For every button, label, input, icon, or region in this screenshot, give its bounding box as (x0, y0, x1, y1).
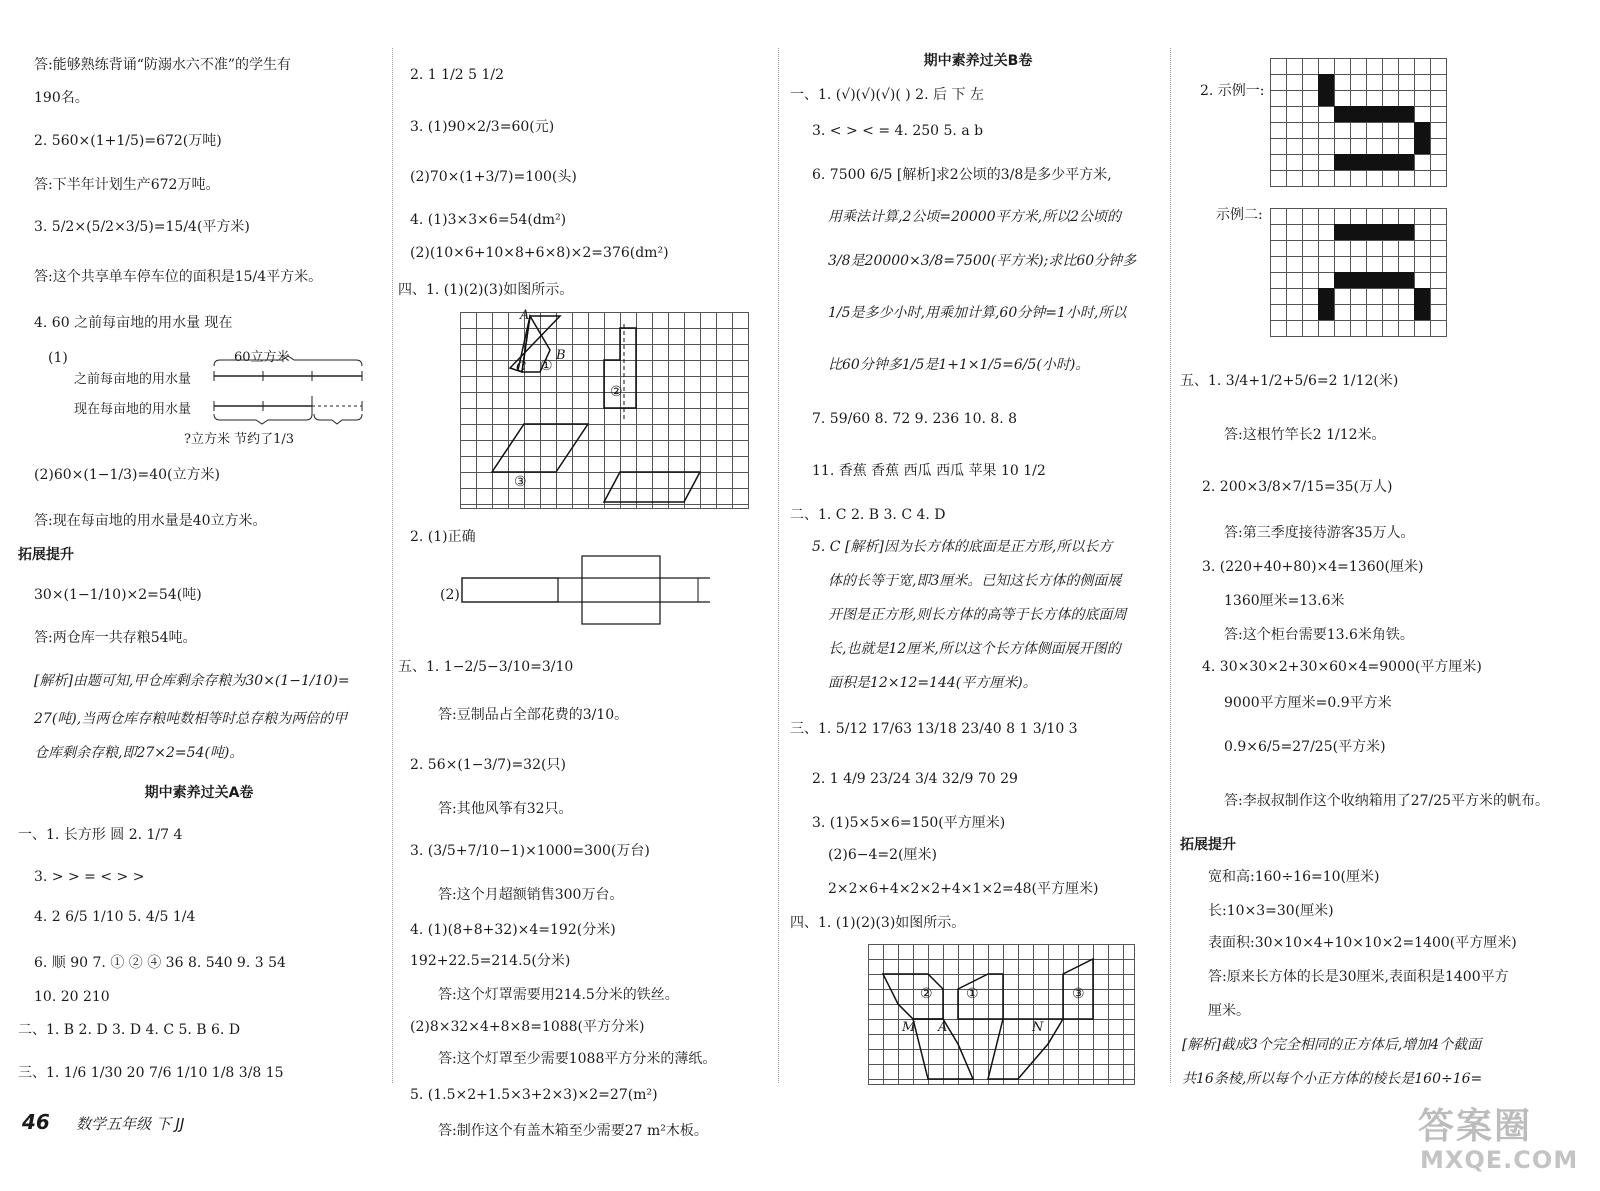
text-line: 9000平方厘米=0.9平方米 (1224, 695, 1392, 711)
text-line: 6. 7500 6/5 [解析]求2公顷的3/8是多少平方米, (812, 167, 1112, 183)
shape-label: ② (610, 384, 623, 400)
text-line: 192+22.5=214.5(分米) (410, 953, 571, 969)
text-line: 答:其他风筝有32只。 (438, 801, 573, 817)
text-line: 答:这个共享单车停车位的面积是15/4平方米。 (34, 269, 323, 285)
text-line: (2)8×32×4+8×8=1088(平方分米) (410, 1019, 645, 1035)
watermark-logo: 答案圈 (1418, 1106, 1533, 1147)
text-line: 答:原来长方体的长是30厘米,表面积是1400平方 (1208, 969, 1509, 985)
diagram-before-label: 之前每亩地的用水量 (74, 372, 192, 387)
text-line: 答:现在每亩地的用水量是40立方米。 (34, 513, 267, 529)
text-line: 四、1. (1)(2)(3)如图所示。 (398, 282, 574, 298)
text-line: 共16条棱,所以每个小正方体的棱长是160÷16= (1182, 1071, 1483, 1087)
grid-shapes (460, 312, 748, 508)
point-label: A (938, 1020, 948, 1035)
text-line: 3. (1)5×5×6=150(平方厘米) (812, 815, 1006, 831)
text-line: (2)70×(1+3/7)=100(头) (410, 169, 577, 185)
text-line: (2)60×(1−1/3)=40(立方米) (34, 467, 220, 483)
text-line: 比60分钟多1/5是1+1×1/5=6/5(小时)。 (828, 357, 1090, 373)
text-line: 5. (1.5×2+1.5×3+2×3)×2=27(m²) (410, 1087, 658, 1103)
text-line: 答:这根竹竿长2 1/12米。 (1224, 427, 1386, 443)
text-line: 答:能够熟练背诵“防溺水六不准”的学生有 (34, 57, 292, 73)
text-line: 面积是12×12=144(平方厘米)。 (828, 675, 1037, 691)
grid-example-1 (1270, 58, 1447, 187)
page-number: 46 (22, 1110, 50, 1134)
text-line: 宽和高:160÷16=10(厘米) (1208, 869, 1380, 885)
segment-diagram (34, 340, 374, 447)
shape-label: ③ (1072, 986, 1085, 1002)
text-line: 厘米。 (1208, 1003, 1250, 1019)
point-label: C (516, 360, 526, 375)
text-line: 答:这个灯罩需要用214.5分米的铁丝。 (438, 987, 679, 1003)
text-line: 4. 2 6/5 1/10 5. 4/5 1/4 (34, 909, 196, 925)
text-line: 一、1. 长方形 圆 2. 1/7 4 (18, 827, 183, 843)
section-heading: 拓展提升 (1180, 837, 1236, 853)
point-label: B (556, 348, 566, 363)
grid-shapes (868, 944, 1134, 1084)
shaded-block (1318, 74, 1334, 106)
cuboid-net (460, 554, 710, 634)
text-line: 27(吨),当两仓库存粮吨数相等时总存粮为两倍的甲 (34, 711, 348, 727)
text-line: 长,也就是12厘米,所以这个长方体侧面展开图的 (828, 641, 1121, 657)
diagram-now-label: 现在每亩地的用水量 (74, 402, 192, 417)
text-line: 答:这个灯罩至少需要1088平方分米的薄纸。 (438, 1051, 717, 1067)
text-line: 答:第三季度接待游客35万人。 (1224, 525, 1415, 541)
shaded-block (1334, 154, 1414, 170)
text-line: 0.9×6/5=27/25(平方米) (1224, 739, 1386, 755)
text-line: 三、1. 1/6 1/30 20 7/6 1/10 1/8 3/8 15 (18, 1065, 284, 1081)
text-line: 3. 5/2×(5/2×3/5)=15/4(平方米) (34, 219, 250, 235)
text-line: 答:下半年计划生产672万吨。 (34, 177, 220, 193)
shape-label: ① (966, 986, 979, 1002)
text-line: 2. 200×3/8×7/15=35(万人) (1202, 479, 1393, 495)
shaded-block (1334, 224, 1414, 240)
text-line: (2)(10×6+10×8+6×8)×2=376(dm²) (410, 245, 669, 261)
point-label: A (520, 308, 530, 323)
text-line: 体的长等于宽,即3厘米。已知这长方体的侧面展 (828, 573, 1122, 589)
text-line: [解析]截成3个完全相同的正方体后,增加4个截面 (1182, 1037, 1482, 1053)
text-line: 2. (1)正确 (410, 529, 476, 545)
text-line: 2. 示例一: (1200, 83, 1265, 99)
text-line: 190名。 (34, 90, 89, 106)
text-line: 三、1. 5/12 17/63 13/18 23/40 8 1 3/10 3 (790, 721, 1078, 737)
text-line: 5. C [解析]因为长方体的底面是正方形,所以长方 (812, 539, 1113, 555)
text-line: 2×2×6+4×2×2+4×1×2=48(平方厘米) (828, 881, 1099, 897)
text-line: 2. 56×(1−3/7)=32(只) (410, 757, 566, 773)
text-line: 示例二: (1216, 207, 1263, 223)
diagram-question-label: ?立方米 节约了1/3 (184, 432, 295, 447)
text-line: 10. 20 210 (34, 989, 110, 1005)
text-line: 五、1. 3/4+1/2+5/6=2 1/12(米) (1180, 373, 1399, 389)
text-line: 2. 1 4/9 23/24 3/4 32/9 70 29 (812, 771, 1018, 787)
text-line: 11. 香蕉 香蕉 西瓜 西瓜 苹果 10 1/2 (812, 463, 1046, 479)
text-line: 四、1. (1)(2)(3)如图所示。 (790, 915, 966, 931)
text-line: (2)6−4=2(厘米) (828, 847, 937, 863)
text-line: 2. 1 1/2 5 1/2 (410, 67, 505, 83)
section-title: 期中素养过关A卷 (144, 785, 254, 801)
shaded-block (1414, 288, 1430, 320)
diagram-lines (34, 340, 374, 444)
shaded-block (1334, 106, 1414, 122)
text-line: 3/8是20000×3/8=7500(平方米);求比60分钟多 (828, 253, 1137, 269)
grid-figure (868, 944, 1135, 1085)
text-line: 2. 560×(1+1/5)=672(万吨) (34, 133, 222, 149)
text-line: 1360厘米=13.6米 (1224, 593, 1345, 609)
text-line: 答:这个月超额销售300万台。 (438, 887, 624, 903)
point-label: M (902, 1020, 916, 1035)
text-line: 3. < > < = 4. 250 5. a b (812, 123, 984, 139)
watermark-url: MXQE.COM (1420, 1146, 1579, 1174)
text-line: 五、1. 1−2/5−3/10=3/10 (398, 659, 574, 675)
text-line: 1/5是多少小时,用乘加计算,60分钟=1小时,所以 (828, 305, 1127, 321)
shaded-block (1414, 122, 1430, 154)
grid-figure (460, 308, 749, 509)
text-line: 6. 顺 90 7. ① ② ④ 36 8. 540 9. 3 54 (34, 955, 286, 971)
text-line: 答:制作这个有盖木箱至少需要27 m²木板。 (438, 1123, 708, 1139)
text-line: 长:10×3=30(厘米) (1208, 903, 1334, 919)
text-line: (2) (440, 587, 460, 603)
text-line: 答:两仓库一共存粮54吨。 (34, 630, 197, 646)
text-line: 3. (1)90×2/3=60(元) (410, 119, 555, 135)
book-title: 数学五年级 下 JJ (76, 1115, 185, 1133)
shape-label: ② (920, 986, 933, 1002)
shape-label: ① (540, 358, 553, 374)
diagram-part-label: (1) (48, 350, 68, 366)
text-line: [解析]由题可知,甲仓库剩余存粮为30×(1−1/10)= (34, 673, 350, 689)
text-line: 答:李叔叔制作这个收纳箱用了27/25平方米的帆布。 (1224, 793, 1550, 809)
point-label: N (1032, 1020, 1044, 1035)
column-divider (778, 48, 779, 1083)
text-line: 30×(1−1/10)×2=54(吨) (34, 587, 202, 603)
text-line: 一、1. (√)(√)(√)( ) 2. 后 下 左 (790, 87, 984, 103)
section-title: 期中素养过关B卷 (923, 53, 1033, 69)
text-line: 仓库剩余存粮,即27×2=54(吨)。 (34, 745, 244, 761)
text-line: 3. > > = < > > (34, 869, 145, 885)
text-line: 二、1. C 2. B 3. C 4. D (790, 507, 946, 523)
shaded-block (1334, 272, 1414, 288)
text-line: 用乘法计算,2公顷=20000平方米,所以2公顷的 (828, 209, 1121, 225)
diagram-total-label: 60立方米 (234, 350, 290, 365)
text-line: 答:这个柜台需要13.6米角铁。 (1224, 627, 1414, 643)
text-line: 7. 59/60 8. 72 9. 236 10. 8. 8 (812, 411, 1018, 427)
grid-example-2 (1270, 208, 1447, 337)
text-line: 4. 30×30×2+30×60×4=9000(平方厘米) (1202, 659, 1482, 675)
text-line: 3. (3/5+7/10−1)×1000=300(万台) (410, 843, 650, 859)
text-line: 4. 60 之前每亩地的用水量 现在 (34, 315, 233, 331)
column-divider (1170, 48, 1171, 1083)
text-line: 二、1. B 2. D 3. D 4. C 5. B 6. D (18, 1022, 241, 1038)
text-line: 3. (220+40+80)×4=1360(厘米) (1202, 559, 1424, 575)
text-line: 开图是正方形,则长方体的高等于长方体的底面周 (828, 607, 1127, 623)
column-divider (392, 48, 393, 1083)
shape-label: ③ (514, 474, 527, 490)
text-line: 4. (1)3×3×6=54(dm²) (410, 212, 567, 228)
text-line: 4. (1)(8+8+32)×4=192(分米) (410, 922, 616, 938)
text-line: 表面积:30×10×4+10×10×2=1400(平方厘米) (1208, 935, 1517, 951)
shaded-block (1318, 288, 1334, 320)
text-line: 答:豆制品占全部花费的3/10。 (438, 707, 629, 723)
section-heading: 拓展提升 (18, 547, 74, 563)
